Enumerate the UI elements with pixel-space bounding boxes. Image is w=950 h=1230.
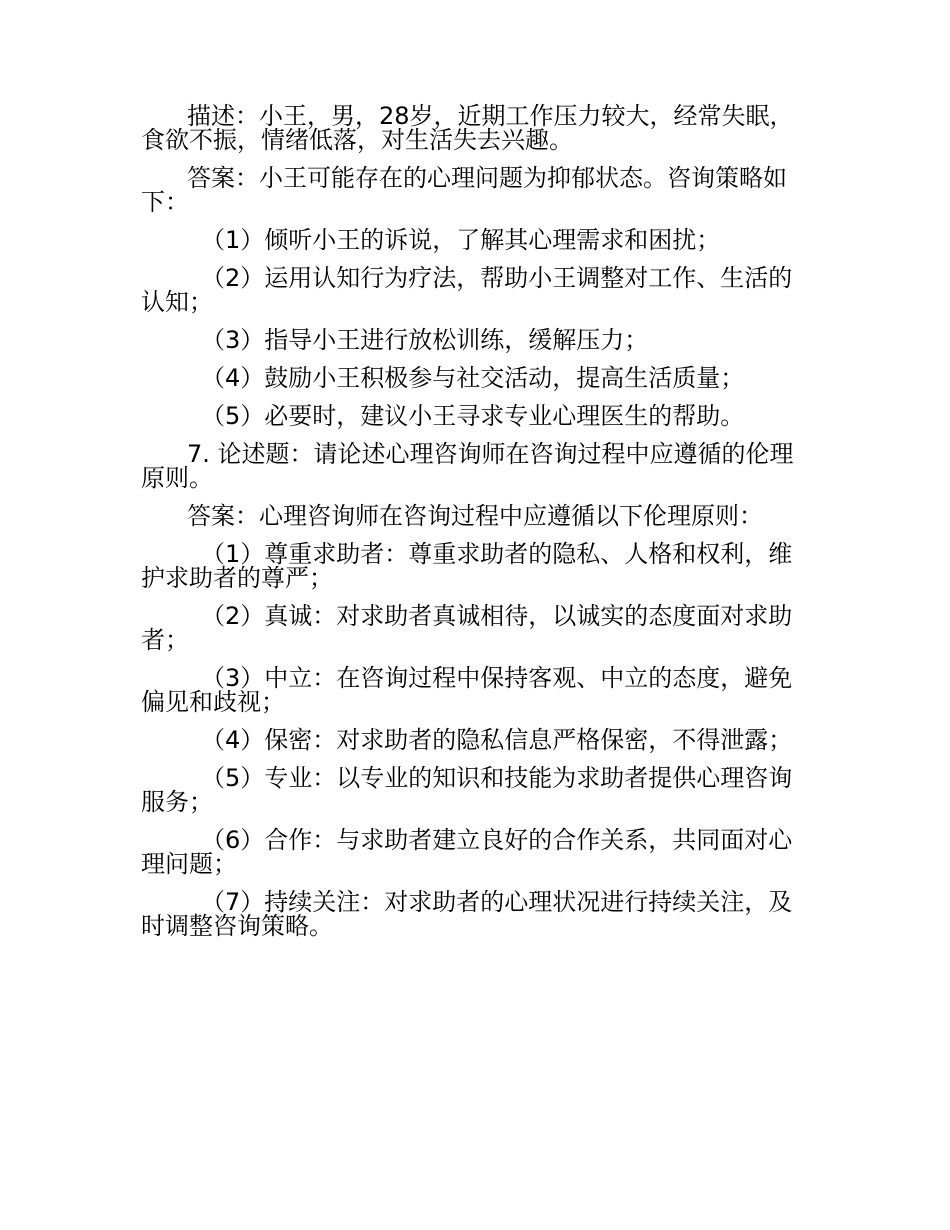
case-answer-intro: 答案：小王可能存在的心理问题为抑郁状态。咨询策略如下： xyxy=(141,164,787,216)
case-description: 描述：小王，男，28岁，近期工作压力较大，经常失眠，食欲不振，情绪低落，对生活失去兴趣。 xyxy=(141,102,794,154)
principle-item-6: （6）合作：与求助者建立良好的合作关系，共同面对心理问题； xyxy=(141,826,793,878)
essay-question: 7. 论述题：请论述心理咨询师在咨询过程中应遵循的伦理原则。 xyxy=(141,440,794,492)
principle-item-4: （4）保密：对求助者的隐私信息严格保密，不得泄露； xyxy=(201,726,793,754)
strategy-item-3: （3）指导小王进行放松训练，缓解压力； xyxy=(201,326,649,354)
principle-item-7: （7）持续关注：对求助者的心理状况进行持续关注，及时调整咨询策略。 xyxy=(141,888,793,940)
strategy-item-4: （4）鼓励小王积极参与社交活动，提高生活质量； xyxy=(201,364,745,392)
principle-item-3: （3）中立：在咨询过程中保持客观、中立的态度，避免偏见和歧视； xyxy=(141,664,793,716)
strategy-item-5: （5）必要时，建议小王寻求专业心理医生的帮助。 xyxy=(201,402,745,430)
document-body xyxy=(141,104,813,952)
essay-answer-intro: 答案：心理咨询师在咨询过程中应遵循以下伦理原则： xyxy=(187,502,763,530)
strategy-item-2: （2）运用认知行为疗法，帮助小王调整对工作、生活的认知； xyxy=(141,264,793,316)
principle-item-1: （1）尊重求助者：尊重求助者的隐私、人格和权利，维护求助者的尊严； xyxy=(141,540,793,592)
principle-item-2: （2）真诚：对求助者真诚相待，以诚实的态度面对求助者； xyxy=(141,602,793,654)
strategy-item-1: （1）倾听小王的诉说，了解其心理需求和困扰； xyxy=(201,226,721,254)
principle-item-5: （5）专业：以专业的知识和技能为求助者提供心理咨询服务； xyxy=(141,764,793,816)
